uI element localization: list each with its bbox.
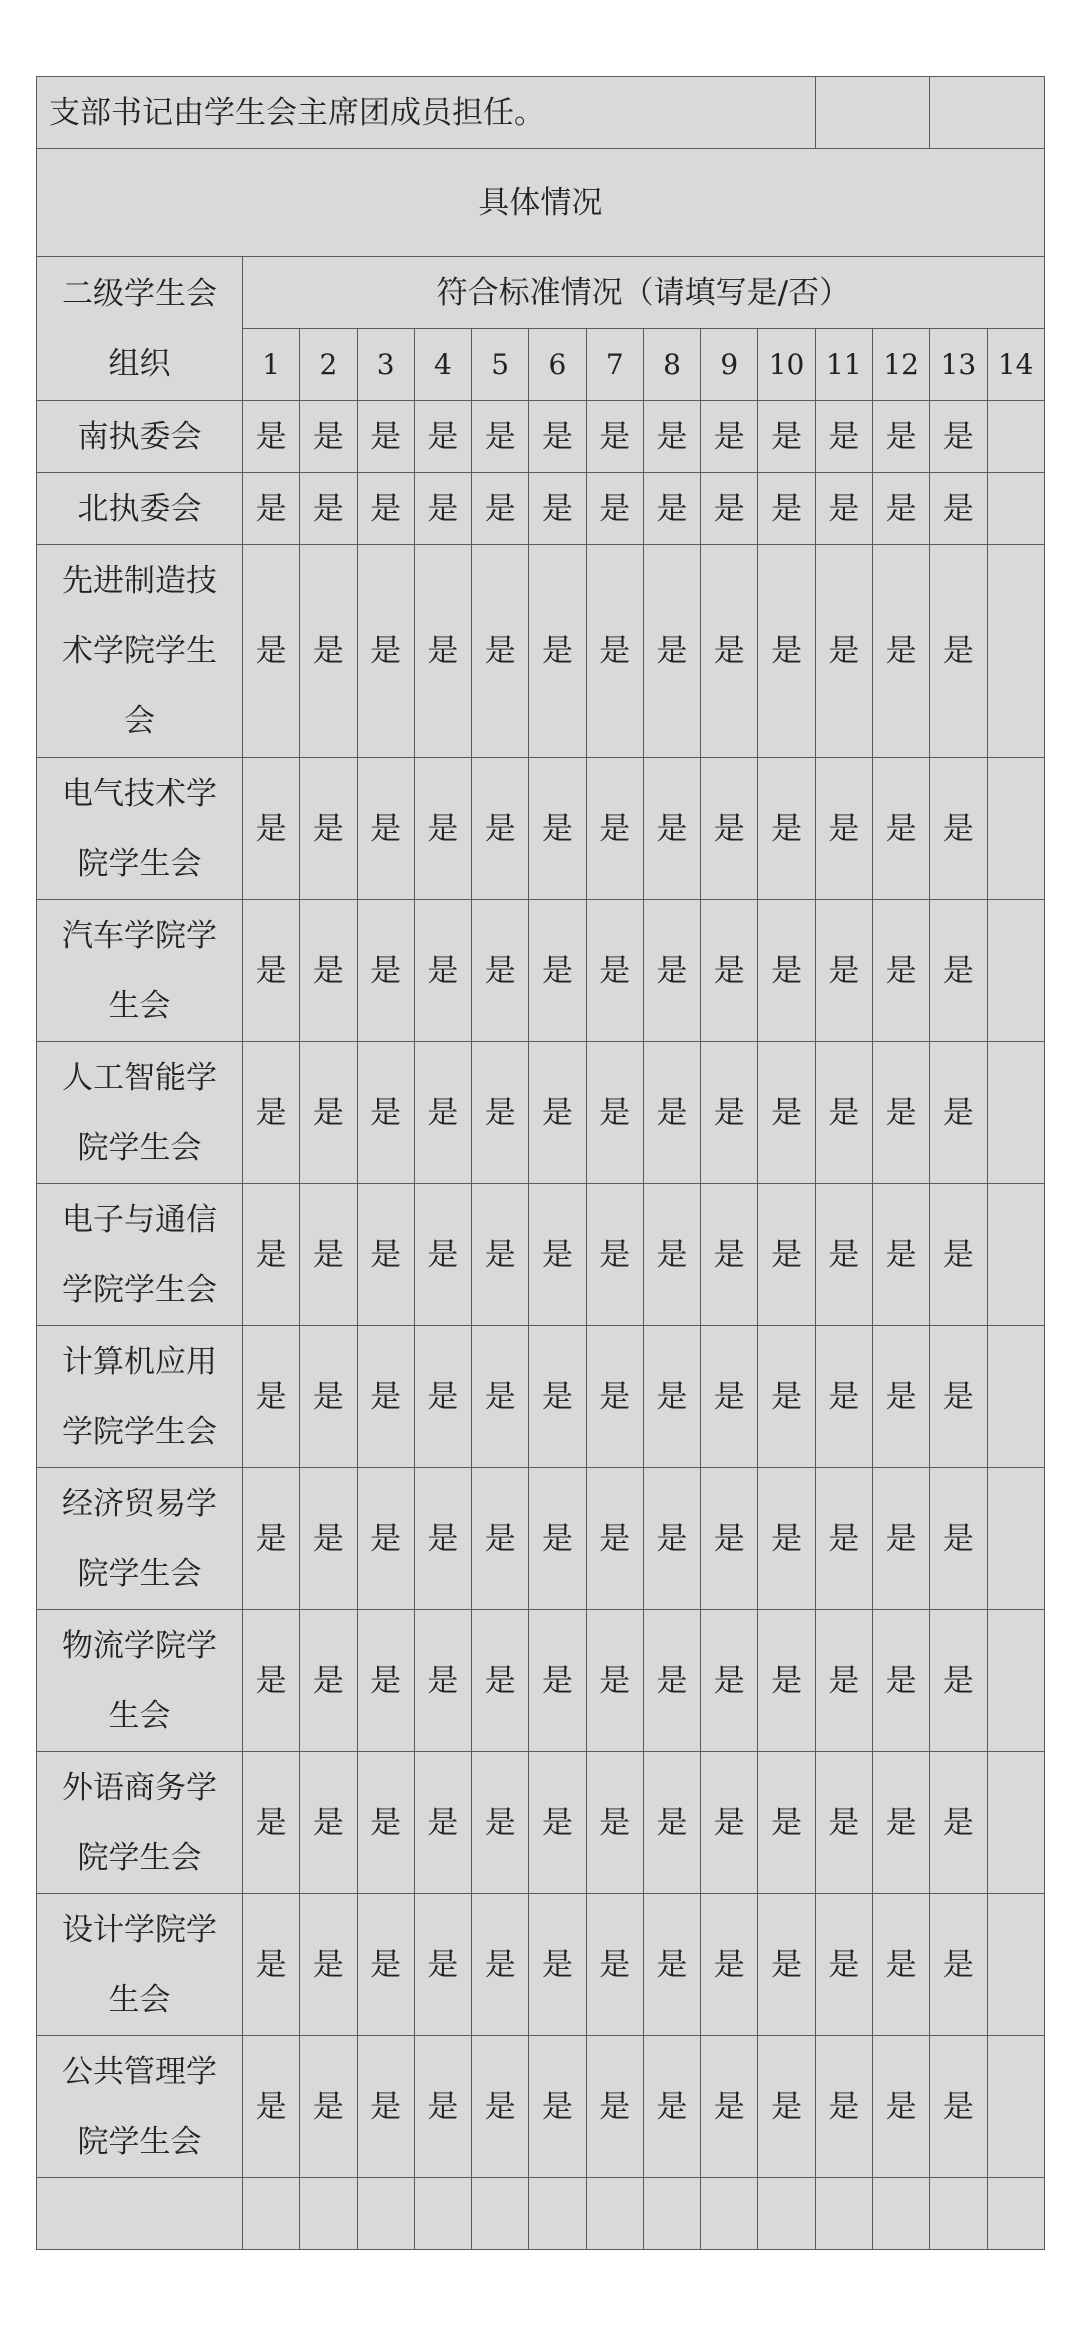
criteria-value-cell — [987, 1468, 1044, 1610]
criteria-value-cell: 是 — [930, 401, 987, 473]
criteria-value-cell: 是 — [357, 1468, 414, 1610]
criteria-value-cell — [987, 473, 1044, 545]
top-row-text: 支部书记由学生会主席团成员担任。 — [37, 77, 816, 149]
criteria-value-cell: 是 — [414, 1326, 471, 1468]
criteria-value-cell: 是 — [930, 1042, 987, 1184]
criteria-value-cell: 是 — [586, 900, 643, 1042]
criteria-number-8: 8 — [643, 329, 700, 401]
criteria-value-cell: 是 — [529, 473, 586, 545]
criteria-value-cell: 是 — [758, 545, 815, 758]
criteria-value-cell: 是 — [586, 2036, 643, 2178]
criteria-value-cell: 是 — [300, 1894, 357, 2036]
criteria-value-cell: 是 — [758, 1184, 815, 1326]
criteria-value-cell — [472, 2178, 529, 2250]
criteria-value-cell — [414, 2178, 471, 2250]
org-name-line: 生会 — [108, 1697, 171, 1734]
criteria-value-cell: 是 — [643, 473, 700, 545]
criteria-value-cell: 是 — [300, 473, 357, 545]
criteria-number-12: 12 — [873, 329, 930, 401]
table-row — [37, 1610, 1045, 1752]
criteria-value-cell — [243, 2178, 300, 2250]
criteria-value-cell: 是 — [815, 1894, 872, 2036]
org-name-line: 院学生会 — [77, 845, 202, 882]
criteria-value-cell: 是 — [300, 1042, 357, 1184]
criteria-value-cell: 是 — [873, 1610, 930, 1752]
criteria-value-cell: 是 — [243, 545, 300, 758]
org-name-cell — [37, 1752, 243, 1894]
criteria-value-cell: 是 — [643, 1610, 700, 1752]
header-row-1 — [37, 257, 1045, 329]
criteria-value-cell: 是 — [414, 1184, 471, 1326]
table-row — [37, 1184, 1045, 1326]
criteria-value-cell: 是 — [414, 758, 471, 900]
criteria-value-cell — [987, 900, 1044, 1042]
criteria-value-cell: 是 — [643, 1042, 700, 1184]
criteria-value-cell — [987, 1184, 1044, 1326]
criteria-value-cell: 是 — [357, 401, 414, 473]
criteria-value-cell: 是 — [357, 1184, 414, 1326]
table-row — [37, 1752, 1045, 1894]
org-name-line: 外语商务学 — [62, 1769, 217, 1806]
table-row — [37, 401, 1045, 473]
criteria-value-cell: 是 — [243, 1468, 300, 1610]
criteria-value-cell: 是 — [243, 1326, 300, 1468]
org-name-line: 院学生会 — [77, 2123, 202, 2160]
criteria-value-cell — [987, 1042, 1044, 1184]
criteria-value-cell: 是 — [701, 900, 758, 1042]
criteria-value-cell: 是 — [357, 1042, 414, 1184]
criteria-value-cell: 是 — [873, 545, 930, 758]
criteria-value-cell: 是 — [414, 1468, 471, 1610]
criteria-value-cell: 是 — [930, 473, 987, 545]
criteria-value-cell: 是 — [300, 1752, 357, 1894]
criteria-value-cell — [300, 2178, 357, 2250]
criteria-value-cell: 是 — [643, 1326, 700, 1468]
criteria-value-cell: 是 — [529, 2036, 586, 2178]
criteria-value-cell: 是 — [701, 1042, 758, 1184]
table-row — [37, 2036, 1045, 2178]
table-row — [37, 1042, 1045, 1184]
table-row — [37, 2178, 1045, 2250]
criteria-value-cell: 是 — [529, 1326, 586, 1468]
org-name-line: 人工智能学 — [62, 1059, 217, 1096]
org-name-cell — [37, 1326, 243, 1468]
criteria-value-cell: 是 — [643, 1752, 700, 1894]
criteria-value-cell: 是 — [243, 1752, 300, 1894]
criteria-value-cell: 是 — [300, 401, 357, 473]
criteria-value-cell: 是 — [243, 1894, 300, 2036]
criteria-value-cell: 是 — [701, 1894, 758, 2036]
criteria-value-cell: 是 — [357, 900, 414, 1042]
criteria-value-cell: 是 — [815, 473, 872, 545]
org-name-line: 电子与通信 — [62, 1201, 217, 1238]
criteria-value-cell: 是 — [529, 1610, 586, 1752]
criteria-number-4: 4 — [414, 329, 471, 401]
criteria-value-cell: 是 — [243, 473, 300, 545]
criteria-value-cell: 是 — [414, 545, 471, 758]
criteria-value-cell: 是 — [930, 1468, 987, 1610]
criteria-value-cell: 是 — [701, 545, 758, 758]
criteria-value-cell: 是 — [815, 1468, 872, 1610]
org-name-line: 汽车学院学 — [62, 917, 217, 954]
criteria-value-cell: 是 — [243, 900, 300, 1042]
top-row-cell-3 — [930, 77, 1045, 149]
criteria-header: 符合标准情况（请填写是/否） — [243, 257, 1045, 329]
criteria-value-cell: 是 — [414, 1752, 471, 1894]
criteria-value-cell: 是 — [758, 1042, 815, 1184]
org-column-header — [37, 257, 243, 401]
criteria-number-14: 14 — [987, 329, 1044, 401]
criteria-value-cell — [987, 545, 1044, 758]
criteria-value-cell: 是 — [586, 758, 643, 900]
criteria-value-cell: 是 — [414, 401, 471, 473]
criteria-value-cell: 是 — [357, 758, 414, 900]
org-name-cell — [37, 1042, 243, 1184]
criteria-value-cell — [758, 2178, 815, 2250]
compliance-table — [36, 76, 1045, 2250]
criteria-value-cell: 是 — [930, 1894, 987, 2036]
criteria-value-cell: 是 — [930, 2036, 987, 2178]
org-name-cell — [37, 473, 243, 545]
org-name-cell — [37, 545, 243, 758]
criteria-value-cell: 是 — [643, 1184, 700, 1326]
criteria-number-1: 1 — [243, 329, 300, 401]
criteria-value-cell: 是 — [529, 1184, 586, 1326]
org-name-line: 公共管理学 — [62, 2053, 217, 2090]
criteria-value-cell: 是 — [586, 1184, 643, 1326]
criteria-value-cell: 是 — [586, 1468, 643, 1610]
criteria-value-cell: 是 — [357, 1894, 414, 2036]
criteria-value-cell: 是 — [472, 545, 529, 758]
criteria-value-cell: 是 — [472, 1752, 529, 1894]
criteria-value-cell: 是 — [472, 2036, 529, 2178]
org-name-line: 生会 — [108, 987, 171, 1024]
criteria-number-10: 10 — [758, 329, 815, 401]
org-name-line: 学院学生会 — [62, 1271, 217, 1308]
criteria-value-cell: 是 — [243, 1184, 300, 1326]
top-row-cell-2 — [815, 77, 930, 149]
org-name-cell — [37, 401, 243, 473]
criteria-value-cell: 是 — [873, 1468, 930, 1610]
criteria-value-cell: 是 — [873, 2036, 930, 2178]
section-title-row — [37, 149, 1045, 257]
criteria-value-cell: 是 — [643, 900, 700, 1042]
org-name-line: 物流学院学 — [62, 1627, 217, 1664]
criteria-value-cell — [987, 1610, 1044, 1752]
criteria-value-cell: 是 — [758, 2036, 815, 2178]
criteria-value-cell: 是 — [701, 758, 758, 900]
criteria-value-cell: 是 — [414, 1894, 471, 2036]
criteria-value-cell: 是 — [357, 1610, 414, 1752]
criteria-value-cell: 是 — [815, 545, 872, 758]
table-row — [37, 473, 1045, 545]
criteria-value-cell: 是 — [758, 900, 815, 1042]
criteria-value-cell: 是 — [758, 473, 815, 545]
org-name-line: 经济贸易学 — [62, 1485, 217, 1522]
org-name-line: 院学生会 — [77, 1839, 202, 1876]
criteria-value-cell: 是 — [815, 1042, 872, 1184]
org-name-line: 设计学院学 — [62, 1911, 217, 1948]
criteria-value-cell: 是 — [243, 401, 300, 473]
criteria-value-cell: 是 — [701, 1184, 758, 1326]
criteria-value-cell: 是 — [472, 1326, 529, 1468]
criteria-value-cell: 是 — [300, 1184, 357, 1326]
table-row — [37, 1894, 1045, 2036]
criteria-value-cell: 是 — [873, 1752, 930, 1894]
criteria-value-cell: 是 — [414, 473, 471, 545]
org-name-cell — [37, 1610, 243, 1752]
criteria-value-cell: 是 — [300, 1610, 357, 1752]
criteria-value-cell: 是 — [758, 1894, 815, 2036]
org-name-line: 计算机应用 — [62, 1343, 217, 1380]
criteria-number-5: 5 — [472, 329, 529, 401]
org-name-line: 术学院学生 — [62, 633, 217, 669]
criteria-value-cell — [643, 2178, 700, 2250]
criteria-number-9: 9 — [701, 329, 758, 401]
criteria-value-cell: 是 — [586, 1894, 643, 2036]
criteria-value-cell: 是 — [472, 473, 529, 545]
org-name-cell — [37, 2178, 243, 2250]
criteria-value-cell: 是 — [414, 1042, 471, 1184]
criteria-value-cell: 是 — [758, 758, 815, 900]
criteria-value-cell: 是 — [529, 1468, 586, 1610]
criteria-value-cell — [987, 2178, 1044, 2250]
criteria-value-cell — [873, 2178, 930, 2250]
criteria-value-cell: 是 — [243, 1042, 300, 1184]
criteria-number-7: 7 — [586, 329, 643, 401]
org-name-line: 生会 — [108, 1981, 171, 2018]
criteria-value-cell: 是 — [643, 401, 700, 473]
criteria-number-2: 2 — [300, 329, 357, 401]
criteria-value-cell: 是 — [930, 1326, 987, 1468]
criteria-value-cell: 是 — [357, 1326, 414, 1468]
criteria-value-cell: 是 — [529, 1752, 586, 1894]
org-name-line: 先进制造技 — [62, 563, 217, 599]
criteria-value-cell: 是 — [643, 1894, 700, 2036]
criteria-value-cell: 是 — [472, 1610, 529, 1752]
criteria-value-cell: 是 — [586, 545, 643, 758]
criteria-value-cell: 是 — [300, 1326, 357, 1468]
criteria-value-cell: 是 — [815, 1184, 872, 1326]
criteria-value-cell: 是 — [243, 1610, 300, 1752]
criteria-value-cell: 是 — [873, 1894, 930, 2036]
criteria-number-3: 3 — [357, 329, 414, 401]
criteria-value-cell: 是 — [930, 1610, 987, 1752]
criteria-value-cell: 是 — [758, 1468, 815, 1610]
criteria-value-cell: 是 — [701, 401, 758, 473]
criteria-value-cell: 是 — [414, 1610, 471, 1752]
criteria-value-cell — [357, 2178, 414, 2250]
criteria-value-cell: 是 — [701, 473, 758, 545]
org-column-header-line-2: 组织 — [108, 345, 171, 382]
criteria-value-cell: 是 — [643, 545, 700, 758]
criteria-value-cell: 是 — [815, 1752, 872, 1894]
criteria-value-cell: 是 — [930, 545, 987, 758]
criteria-value-cell — [529, 2178, 586, 2250]
criteria-value-cell — [987, 2036, 1044, 2178]
criteria-value-cell: 是 — [701, 1610, 758, 1752]
criteria-value-cell: 是 — [472, 1894, 529, 2036]
criteria-value-cell: 是 — [357, 2036, 414, 2178]
criteria-value-cell: 是 — [930, 1184, 987, 1326]
criteria-value-cell: 是 — [873, 758, 930, 900]
criteria-value-cell: 是 — [529, 401, 586, 473]
criteria-value-cell: 是 — [472, 758, 529, 900]
criteria-number-11: 11 — [815, 329, 872, 401]
criteria-value-cell: 是 — [586, 473, 643, 545]
table-row — [37, 758, 1045, 900]
criteria-value-cell: 是 — [815, 401, 872, 473]
criteria-value-cell: 是 — [815, 1326, 872, 1468]
criteria-value-cell: 是 — [586, 401, 643, 473]
section-title: 具体情况 — [37, 149, 1045, 257]
criteria-value-cell: 是 — [930, 1752, 987, 1894]
criteria-value-cell — [987, 1894, 1044, 2036]
criteria-value-cell: 是 — [930, 758, 987, 900]
criteria-value-cell: 是 — [873, 1042, 930, 1184]
criteria-value-cell: 是 — [701, 1326, 758, 1468]
org-name-cell — [37, 1184, 243, 1326]
criteria-value-cell: 是 — [472, 401, 529, 473]
criteria-number-6: 6 — [529, 329, 586, 401]
org-name-cell — [37, 758, 243, 900]
org-name-line: 学院学生会 — [62, 1413, 217, 1450]
criteria-value-cell: 是 — [529, 1042, 586, 1184]
org-name-cell — [37, 1468, 243, 1610]
criteria-value-cell: 是 — [472, 1042, 529, 1184]
criteria-value-cell: 是 — [873, 1326, 930, 1468]
table-row — [37, 545, 1045, 758]
criteria-value-cell: 是 — [815, 758, 872, 900]
org-name-cell — [37, 1894, 243, 2036]
criteria-value-cell: 是 — [300, 2036, 357, 2178]
criteria-value-cell: 是 — [701, 1752, 758, 1894]
org-name-line: 会 — [124, 703, 155, 739]
criteria-value-cell: 是 — [873, 473, 930, 545]
criteria-value-cell: 是 — [243, 2036, 300, 2178]
criteria-value-cell: 是 — [815, 1610, 872, 1752]
criteria-value-cell: 是 — [586, 1610, 643, 1752]
criteria-value-cell: 是 — [300, 545, 357, 758]
criteria-value-cell: 是 — [643, 1468, 700, 1610]
org-name-line: 院学生会 — [77, 1555, 202, 1592]
org-name-line: 北执委会 — [77, 490, 202, 527]
criteria-value-cell: 是 — [701, 2036, 758, 2178]
criteria-value-cell — [586, 2178, 643, 2250]
criteria-number-13: 13 — [930, 329, 987, 401]
criteria-value-cell: 是 — [472, 1468, 529, 1610]
table-row — [37, 1468, 1045, 1610]
criteria-value-cell: 是 — [529, 758, 586, 900]
criteria-value-cell: 是 — [586, 1326, 643, 1468]
criteria-value-cell: 是 — [873, 1184, 930, 1326]
criteria-value-cell: 是 — [815, 900, 872, 1042]
criteria-value-cell: 是 — [758, 1326, 815, 1468]
criteria-value-cell: 是 — [472, 900, 529, 1042]
criteria-value-cell: 是 — [643, 758, 700, 900]
criteria-value-cell: 是 — [586, 1042, 643, 1184]
criteria-value-cell: 是 — [243, 758, 300, 900]
criteria-value-cell: 是 — [357, 1752, 414, 1894]
org-name-line: 院学生会 — [77, 1129, 202, 1166]
criteria-value-cell — [987, 1326, 1044, 1468]
criteria-value-cell — [987, 758, 1044, 900]
org-name-cell — [37, 2036, 243, 2178]
top-row — [37, 77, 1045, 149]
criteria-value-cell: 是 — [529, 545, 586, 758]
criteria-value-cell: 是 — [873, 401, 930, 473]
org-column-header-line-1: 二级学生会 — [62, 275, 217, 312]
criteria-value-cell — [701, 2178, 758, 2250]
criteria-value-cell: 是 — [758, 401, 815, 473]
criteria-value-cell: 是 — [357, 545, 414, 758]
table-row — [37, 1326, 1045, 1468]
table-row — [37, 900, 1045, 1042]
criteria-value-cell: 是 — [643, 2036, 700, 2178]
criteria-value-cell: 是 — [529, 1894, 586, 2036]
criteria-value-cell: 是 — [414, 2036, 471, 2178]
org-name-line: 电气技术学 — [62, 775, 217, 812]
criteria-value-cell: 是 — [300, 1468, 357, 1610]
criteria-value-cell: 是 — [472, 1184, 529, 1326]
org-name-line: 南执委会 — [77, 418, 202, 455]
criteria-value-cell: 是 — [815, 2036, 872, 2178]
criteria-value-cell — [987, 401, 1044, 473]
org-name-cell — [37, 900, 243, 1042]
criteria-value-cell: 是 — [758, 1610, 815, 1752]
criteria-value-cell: 是 — [357, 473, 414, 545]
criteria-value-cell: 是 — [873, 900, 930, 1042]
criteria-value-cell: 是 — [758, 1752, 815, 1894]
criteria-value-cell — [987, 1752, 1044, 1894]
criteria-value-cell: 是 — [701, 1468, 758, 1610]
criteria-value-cell: 是 — [586, 1752, 643, 1894]
criteria-value-cell: 是 — [300, 900, 357, 1042]
criteria-value-cell: 是 — [930, 900, 987, 1042]
criteria-value-cell: 是 — [300, 758, 357, 900]
criteria-value-cell — [930, 2178, 987, 2250]
criteria-value-cell: 是 — [414, 900, 471, 1042]
criteria-value-cell: 是 — [529, 900, 586, 1042]
criteria-value-cell — [815, 2178, 872, 2250]
